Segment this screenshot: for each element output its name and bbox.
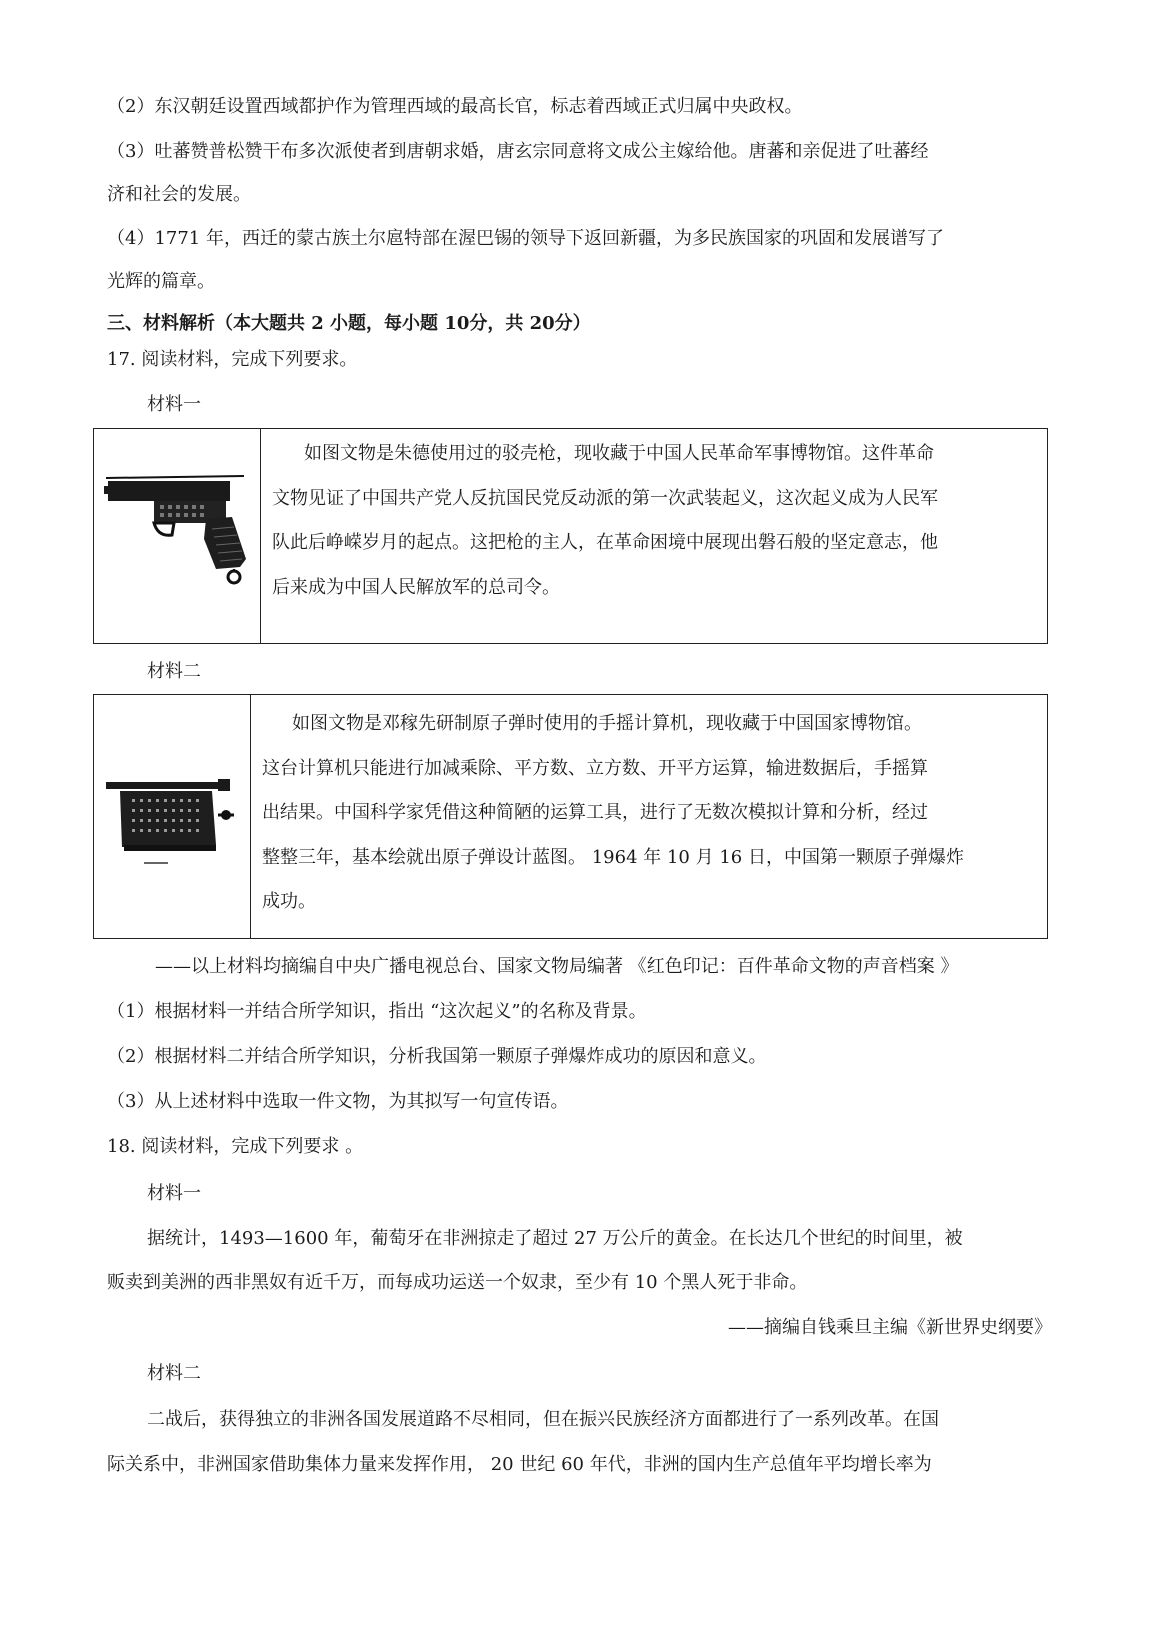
section-3-heading: 三、材料解析（本大题共 2 小题，每小题 10分，共 20分） xyxy=(107,313,591,334)
q17-material-2-line: 出结果。中国科学家凭借这种简陋的运算工具，进行了无数次模拟计算和分析，经过 xyxy=(262,802,928,823)
q17-source: ——以上材料均摘编自中央广播电视总台、国家文物局编著 《红色印记：百件革命文物的声音档案 》 xyxy=(155,956,959,977)
answer-4-line2: 光辉的篇章。 xyxy=(107,271,215,292)
q17-material-2-text xyxy=(250,695,1047,938)
q17-sub-3: （3）从上述材料中选取一件文物，为其拟写一句宣传语。 xyxy=(107,1091,569,1112)
q17-sub-1: （1）根据材料一并结合所学知识，指出 “这次起义”的名称及背景。 xyxy=(107,1001,647,1022)
q17-material-1-line: 后来成为中国人民解放军的总司令。 xyxy=(272,577,560,598)
q17-material-2-line: 这台计算机只能进行加减乘除、平方数、立方数、开平方运算，输进数据后，手摇算 xyxy=(262,758,928,779)
answer-3-line1: （3）吐蕃赞普松赞干布多次派使者到唐朝求婚，唐玄宗同意将文成公主嫁给他。唐蕃和亲促进了吐蕃经 xyxy=(107,141,929,162)
answer-3-line2: 济和社会的发展。 xyxy=(107,184,251,205)
q18-material-2-label: 材料二 xyxy=(147,1363,201,1384)
pistol-icon xyxy=(94,429,260,643)
q17-material-1-label: 材料一 xyxy=(147,394,201,415)
q17-material-1-line: 队此后峥嵘岁月的起点。这把枪的主人，在革命困境中展现出磐石般的坚定意志，他 xyxy=(272,532,938,553)
q17-sub-2: （2）根据材料二并结合所学知识，分析我国第一颗原子弹爆炸成功的原因和意义。 xyxy=(107,1046,767,1067)
pistol-image-cell xyxy=(94,429,261,643)
q17-material-2-box xyxy=(93,694,1048,939)
q17-material-1-box xyxy=(93,428,1048,644)
q17-stem: 17. 阅读材料，完成下列要求。 xyxy=(107,349,358,370)
q18-material-1-source: ——摘编自钱乘旦主编《新世界史纲要》 xyxy=(728,1317,1052,1338)
calculator-icon xyxy=(94,695,250,938)
q18-material-1-line2: 贩卖到美洲的西非黑奴有近千万，而每成功运送一个奴隶，至少有 10 个黑人死于非命。 xyxy=(107,1272,808,1293)
q17-material-1-line: 如图文物是朱德使用过的驳壳枪，现收藏于中国人民革命军事博物馆。这件革命 xyxy=(304,443,934,464)
q18-material-1-line1: 据统计，1493—1600 年，葡萄牙在非洲掠走了超过 27 万公斤的黄金。在长达几个世纪的时间里，被 xyxy=(147,1228,963,1249)
answer-4-line1: （4）1771 年，西迁的蒙古族土尔扈特部在渥巴锡的领导下返回新疆，为多民族国家的巩固和发展谱写了 xyxy=(107,228,944,249)
q17-material-1-line: 文物见证了中国共产党人反抗国民党反动派的第一次武装起义，这次起义成为人民军 xyxy=(272,488,938,509)
q18-material-2-line2: 际关系中，非洲国家借助集体力量来发挥作用， 20 世纪 60 年代，非洲的国内生产总值年平均增长率为 xyxy=(107,1454,932,1475)
q17-material-2-line: 整整三年，基本绘就出原子弹设计蓝图。 1964 年 10 月 16 日，中国第一颗原子弹爆炸 xyxy=(262,847,964,868)
q17-material-2-line: 如图文物是邓稼先研制原子弹时使用的手摇计算机，现收藏于中国国家博物馆。 xyxy=(292,713,922,734)
answer-2: （2）东汉朝廷设置西域都护作为管理西域的最高长官，标志着西域正式归属中央政权。 xyxy=(107,96,803,117)
q17-material-2-line: 成功。 xyxy=(262,891,316,912)
q18-material-2-line1: 二战后，获得独立的非洲各国发展道路不尽相同，但在振兴民族经济方面都进行了一系列改革。在国 xyxy=(147,1409,939,1430)
q18-material-1-label: 材料一 xyxy=(147,1183,201,1204)
q17-material-1-text xyxy=(260,429,1047,643)
q18-stem: 18. 阅读材料，完成下列要求 。 xyxy=(107,1136,364,1157)
calculator-image-cell xyxy=(94,695,251,938)
q17-material-2-label: 材料二 xyxy=(147,661,201,682)
